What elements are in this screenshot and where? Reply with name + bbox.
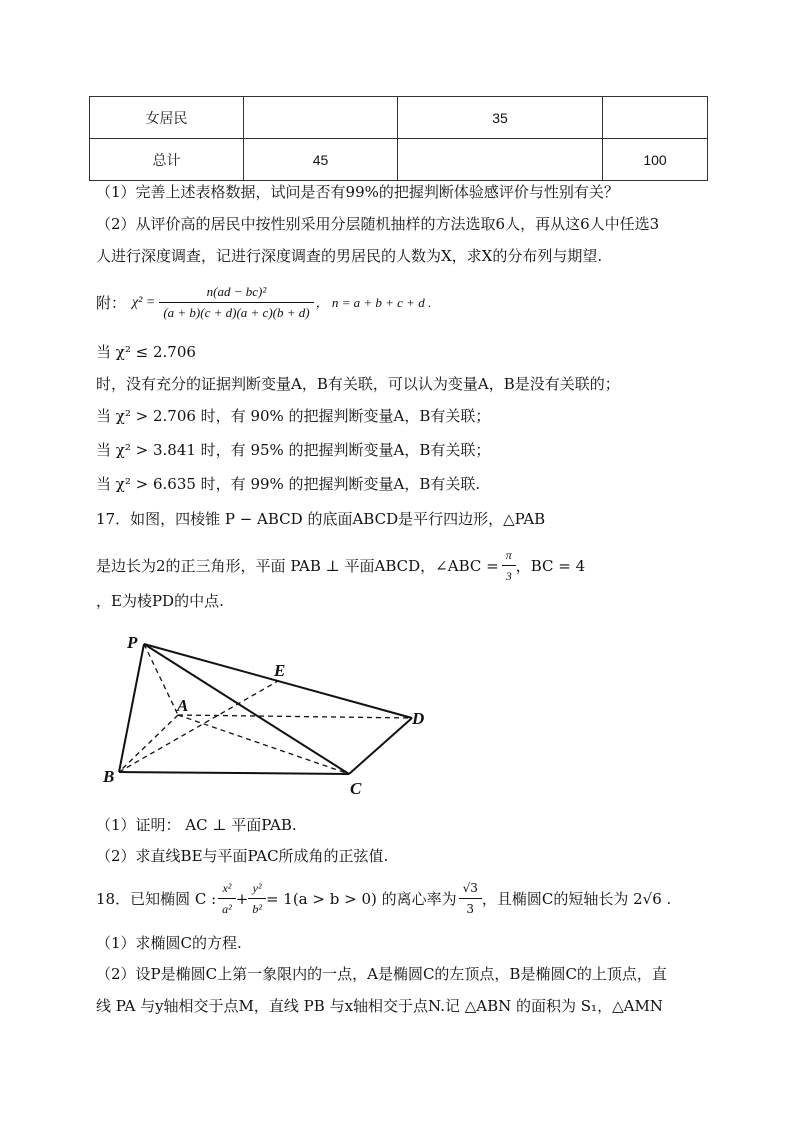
q18-part2-line2: 线 PA 与y轴相交于点M，直线 PB 与x轴相交于点N.记 △ABN 的面积为 S₁，△AMN [96,997,663,1015]
table-cell: 100 [603,139,708,181]
x-denominator: a² [222,902,232,916]
table-cell [603,97,708,139]
table-cell [398,139,603,181]
angle-denominator: 3 [505,569,512,583]
edge-PB [119,644,144,772]
label-E: E [274,661,286,680]
table-cell: 45 [244,139,398,181]
table-cell [244,97,398,139]
angle-numerator: π [502,545,516,566]
ecc-denominator: 3 [466,902,475,916]
x-fraction [218,878,236,919]
formula-fraction [159,282,313,323]
q18-intro: 18．已知椭圆 C : [96,889,217,908]
q17-line2-text: 是边长为2的正三角形，平面 PAB ⊥ 平面ABCD，∠ABC = [96,556,499,575]
label-C: C [350,779,362,798]
angle-fraction [502,545,516,586]
edge-PC [144,644,349,774]
statistics-table [89,96,708,181]
q17-part2: （2）求直线BE与平面PAC所成角的正弦值. [96,847,389,865]
q18-part1: （1）求椭圆C的方程. [96,934,242,952]
table-cell: 女居民 [90,97,244,139]
q18-line1 [96,878,671,919]
y-numerator: y² [248,878,266,899]
plus-sign: + [235,889,249,908]
condition-0-text: 时，没有充分的证据判断变量A，B有关联，可以认为变量A，B是没有关联的； [96,375,620,393]
q17-line2-tail: ，BC = 4 [515,556,586,575]
edge-CD [349,718,412,774]
condition-3: 当 χ² > 6.635 时，有 99% 的把握判断变量A，B有关联. [96,475,481,493]
eccentricity-fraction [459,878,482,919]
chi-square-formula [96,282,431,323]
q17-line2 [96,545,585,586]
pyramid-figure [90,624,440,804]
condition-1: 当 χ² > 2.706 时，有 90% 的把握判断变量A，B有关联； [96,407,491,425]
q17-line1: 17．如图，四棱锥 P − ABCD 的底面ABCD是平行四边形，△PAB [96,510,546,528]
q17-part1: （1）证明： AC ⊥ 平面PAB. [96,816,297,834]
formula-lhs: χ² = [132,294,156,310]
diagonal-AC [178,715,349,774]
q18-axis-text: ，且椭圆C的短轴长为 2√6 . [481,889,672,908]
segment-BE [119,681,278,772]
q18-eccentricity-text: = 1(a > b > 0) 的离心率为 [265,889,457,908]
condition-0: 当 χ² ≤ 2.706 [96,343,196,361]
q16-part1: （1）完善上述表格数据，试问是否有99%的把握判断体验感评价与性别有关？ [96,183,619,201]
edge-BC [119,772,349,774]
table-row [90,97,708,139]
formula-n: ， n = a + b + c + d . [315,294,432,310]
y-denominator: b² [252,902,262,916]
q16-part2-line1: （2）从评价高的居民中按性别采用分层随机抽样的方法选取6人，再从这6人中任选3 [96,215,660,233]
q16-part2-line2: 人进行深度调查，记进行深度调查的男居民的人数为X，求X的分布列与期望. [96,247,603,265]
label-B: B [103,767,115,786]
label-P: P [127,633,138,652]
ecc-numerator: √3 [459,878,482,899]
label-D: D [412,709,425,728]
table-row [90,139,708,181]
appendix-label: 附： [96,293,127,312]
table-cell: 35 [398,97,603,139]
table-cell: 总计 [90,139,244,181]
condition-2: 当 χ² > 3.841 时，有 95% 的把握判断变量A，B有关联； [96,441,491,459]
formula-denominator: (a + b)(c + d)(a + c)(b + d) [163,305,310,320]
formula-numerator: n(ad − bc)² [159,282,313,303]
x-numerator: x² [218,878,236,899]
y-fraction [248,878,266,919]
label-A: A [177,696,189,715]
q18-part2-line1: （2）设P是椭圆C上第一象限内的一点，A是椭圆C的左顶点，B是椭圆C的上顶点，直 [96,965,667,983]
q17-line3: ，E为棱PD的中点. [96,592,224,610]
